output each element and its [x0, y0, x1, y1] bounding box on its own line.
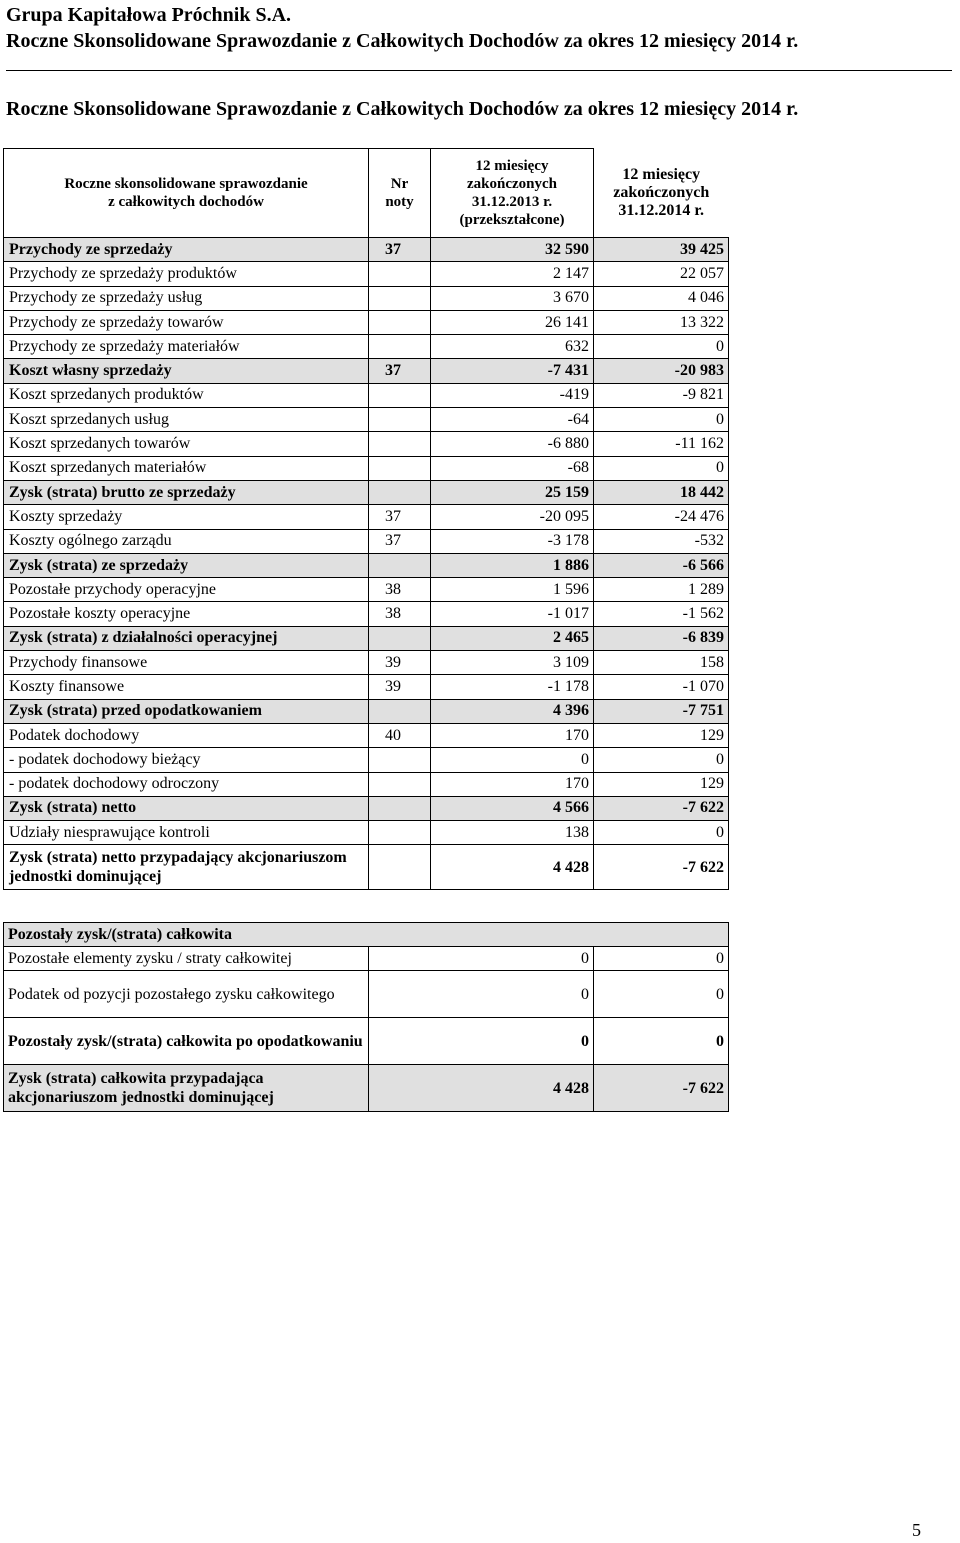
row-value-2014: 0 [594, 335, 729, 359]
row-value-2014: 0 [594, 408, 729, 432]
row-value-2014: -20 983 [594, 359, 729, 383]
row-value-2014: 22 057 [594, 262, 729, 286]
table2-row [4, 1065, 729, 1112]
row-value-2013: -419 [431, 383, 594, 407]
table-row [4, 359, 729, 383]
table-row [4, 286, 729, 310]
row-value-2014: 0 [594, 748, 729, 772]
row-note-number: 39 [369, 651, 431, 675]
row-label: Podatek od pozycji pozostałego zysku całkowitego [4, 971, 369, 1018]
table-row [4, 772, 729, 796]
page-title: Roczne Skonsolidowane Sprawozdanie z Całkowitych Dochodów za okres 12 miesięcy 2014 r. [6, 98, 799, 120]
row-note-number [369, 383, 431, 407]
row-value-2013: 4 428 [369, 1065, 594, 1112]
row-value-2014: 13 322 [594, 310, 729, 334]
row-label: Przychody ze sprzedaży materiałów [4, 335, 369, 359]
report-subtitle: Roczne Skonsolidowane Sprawozdanie z Całkowitych Dochodów za okres 12 miesięcy 2014 r. [6, 30, 799, 52]
table-row [4, 456, 729, 480]
row-label: Podatek dochodowy [4, 723, 369, 747]
row-value-2014: -7 622 [594, 1065, 729, 1112]
header-2013-line4: (przekształcone) [459, 212, 565, 228]
table-row [4, 821, 729, 845]
row-label: Koszt sprzedanych usług [4, 408, 369, 432]
row-note-number [369, 456, 431, 480]
header-2013-line1: 12 miesięcy [475, 158, 549, 174]
table-row [4, 310, 729, 334]
row-value-2013: 0 [369, 1018, 594, 1065]
table-row [4, 432, 729, 456]
row-value-2013: 1 886 [431, 553, 594, 577]
table2-title: Pozostały zysk/(strata) całkowita [4, 923, 729, 947]
table-header-row [4, 149, 729, 238]
comprehensive-income-table [3, 922, 729, 1112]
row-note-number: 37 [369, 529, 431, 553]
row-label: Koszty ogólnego zarządu [4, 529, 369, 553]
row-label: Zysk (strata) ze sprzedaży [4, 553, 369, 577]
row-value-2013: -6 880 [431, 432, 594, 456]
row-label: Zysk (strata) całkowita przypadająca akcjonariuszom jednostki dominującej [4, 1065, 369, 1112]
header-2014-line3: 31.12.2014 r. [618, 201, 705, 219]
row-note-number: 38 [369, 578, 431, 602]
row-label: Koszt sprzedanych materiałów [4, 456, 369, 480]
table-row [4, 578, 729, 602]
row-label: Pozostałe przychody operacyjne [4, 578, 369, 602]
row-note-number [369, 626, 431, 650]
row-value-2013: 26 141 [431, 310, 594, 334]
table-row [4, 383, 729, 407]
row-value-2013: 0 [369, 971, 594, 1018]
row-value-2013: -1 017 [431, 602, 594, 626]
row-label: Udziały niesprawujące kontroli [4, 821, 369, 845]
row-value-2014: 129 [594, 723, 729, 747]
table-row [4, 845, 729, 890]
table-row [4, 335, 729, 359]
row-note-number [369, 335, 431, 359]
header-2013-line3: 31.12.2013 r. [471, 194, 553, 210]
row-value-2014: 0 [594, 821, 729, 845]
table-row [4, 505, 729, 529]
company-name: Grupa Kapitałowa Próchnik S.A. [6, 4, 292, 26]
row-note-number [369, 796, 431, 820]
row-value-2013: -1 178 [431, 675, 594, 699]
row-value-2014: -11 162 [594, 432, 729, 456]
row-note-number [369, 480, 431, 504]
row-value-2014: -6 566 [594, 553, 729, 577]
row-label: Przychody ze sprzedaży [4, 238, 369, 262]
header-label-cell [4, 149, 369, 238]
row-value-2013: 138 [431, 821, 594, 845]
row-note-number [369, 262, 431, 286]
row-label: - podatek dochodowy bieżący [4, 748, 369, 772]
row-value-2013: 4 566 [431, 796, 594, 820]
row-note-number: 38 [369, 602, 431, 626]
row-label: Zysk (strata) netto przypadający akcjonariuszom jednostki dominującej [4, 845, 369, 890]
header-2014-line1: 12 miesięcy [622, 165, 701, 183]
table-row [4, 480, 729, 504]
table-row [4, 408, 729, 432]
row-label: Pozostały zysk/(strata) całkowita po opodatkowaniu [4, 1018, 369, 1065]
row-value-2014: -532 [594, 529, 729, 553]
row-label: Koszty sprzedaży [4, 505, 369, 529]
row-value-2013: 4 428 [431, 845, 594, 890]
row-note-number [369, 845, 431, 890]
table-row [4, 723, 729, 747]
row-label: Pozostałe elementy zysku / straty całkowitej [4, 947, 369, 971]
row-label: Przychody ze sprzedaży produktów [4, 262, 369, 286]
row-label: Koszt własny sprzedaży [4, 359, 369, 383]
page-header [6, 2, 946, 54]
row-note-number: 39 [369, 675, 431, 699]
row-value-2014: -7 622 [594, 845, 729, 890]
row-value-2013: 3 670 [431, 286, 594, 310]
row-value-2013: -3 178 [431, 529, 594, 553]
header-label-line1: Roczne skonsolidowane sprawozdanie [64, 176, 308, 192]
table-row [4, 748, 729, 772]
header-nr-line1: Nr [390, 176, 409, 192]
row-note-number [369, 310, 431, 334]
table-row [4, 675, 729, 699]
row-note-number [369, 821, 431, 845]
page-number: 5 [912, 1520, 921, 1540]
row-label: Koszt sprzedanych produktów [4, 383, 369, 407]
table-row [4, 553, 729, 577]
row-label: Przychody ze sprzedaży towarów [4, 310, 369, 334]
header-2013-cell [431, 149, 594, 238]
row-label: Zysk (strata) przed opodatkowaniem [4, 699, 369, 723]
row-note-number: 37 [369, 505, 431, 529]
row-note-number: 37 [369, 359, 431, 383]
row-value-2013: -64 [431, 408, 594, 432]
row-value-2014: 18 442 [594, 480, 729, 504]
row-label: Przychody finansowe [4, 651, 369, 675]
row-label: Zysk (strata) z działalności operacyjnej [4, 626, 369, 650]
row-value-2013: 4 396 [431, 699, 594, 723]
row-value-2014: 4 046 [594, 286, 729, 310]
row-note-number: 37 [369, 238, 431, 262]
row-value-2014: -9 821 [594, 383, 729, 407]
row-value-2014: 0 [594, 1018, 729, 1065]
income-statement-table [3, 148, 729, 890]
row-value-2013: 632 [431, 335, 594, 359]
row-value-2014: -24 476 [594, 505, 729, 529]
row-value-2013: 0 [431, 748, 594, 772]
row-value-2013: 170 [431, 723, 594, 747]
header-2013-line2: zakończonych [467, 176, 557, 192]
table-row [4, 699, 729, 723]
header-label-line2: z całkowitych dochodów [108, 194, 264, 210]
row-note-number [369, 286, 431, 310]
row-value-2014: 129 [594, 772, 729, 796]
row-label: Pozostałe koszty operacyjne [4, 602, 369, 626]
row-note-number [369, 699, 431, 723]
row-note-number: 40 [369, 723, 431, 747]
row-value-2014: -7 622 [594, 796, 729, 820]
table-row [4, 626, 729, 650]
row-value-2013: -68 [431, 456, 594, 480]
row-value-2013: 1 596 [431, 578, 594, 602]
row-value-2013: 170 [431, 772, 594, 796]
row-note-number [369, 748, 431, 772]
table-row [4, 262, 729, 286]
row-note-number [369, 432, 431, 456]
row-label: - podatek dochodowy odroczony [4, 772, 369, 796]
row-value-2013: 25 159 [431, 480, 594, 504]
table-row [4, 796, 729, 820]
row-value-2014: 0 [594, 456, 729, 480]
table-row [4, 602, 729, 626]
row-label: Zysk (strata) netto [4, 796, 369, 820]
row-note-number [369, 553, 431, 577]
table2-row [4, 971, 729, 1018]
row-value-2014: 158 [594, 651, 729, 675]
row-value-2014: -7 751 [594, 699, 729, 723]
row-value-2013: 3 109 [431, 651, 594, 675]
row-value-2014: -6 839 [594, 626, 729, 650]
row-value-2013: 32 590 [431, 238, 594, 262]
table-row [4, 238, 729, 262]
row-label: Zysk (strata) brutto ze sprzedaży [4, 480, 369, 504]
row-note-number [369, 408, 431, 432]
table-row [4, 529, 729, 553]
row-value-2013: 0 [369, 947, 594, 971]
row-value-2014: 0 [594, 947, 729, 971]
table2-row [4, 947, 729, 971]
table-row [4, 651, 729, 675]
header-2014-cell [594, 149, 729, 238]
header-2014-line2: zakończonych [613, 183, 710, 201]
row-value-2014: 0 [594, 971, 729, 1018]
row-value-2014: 1 289 [594, 578, 729, 602]
row-label: Koszt sprzedanych towarów [4, 432, 369, 456]
row-label: Koszty finansowe [4, 675, 369, 699]
row-value-2013: 2 465 [431, 626, 594, 650]
row-label: Przychody ze sprzedaży usług [4, 286, 369, 310]
row-value-2013: -20 095 [431, 505, 594, 529]
row-value-2014: 39 425 [594, 238, 729, 262]
header-nr-cell [369, 149, 431, 238]
row-value-2014: -1 070 [594, 675, 729, 699]
row-note-number [369, 772, 431, 796]
header-rule [6, 70, 952, 71]
row-value-2013: 2 147 [431, 262, 594, 286]
table2-row [4, 1018, 729, 1065]
header-nr-line2: noty [385, 194, 414, 210]
row-value-2014: -1 562 [594, 602, 729, 626]
table2-title-row [4, 923, 729, 947]
row-value-2013: -7 431 [431, 359, 594, 383]
